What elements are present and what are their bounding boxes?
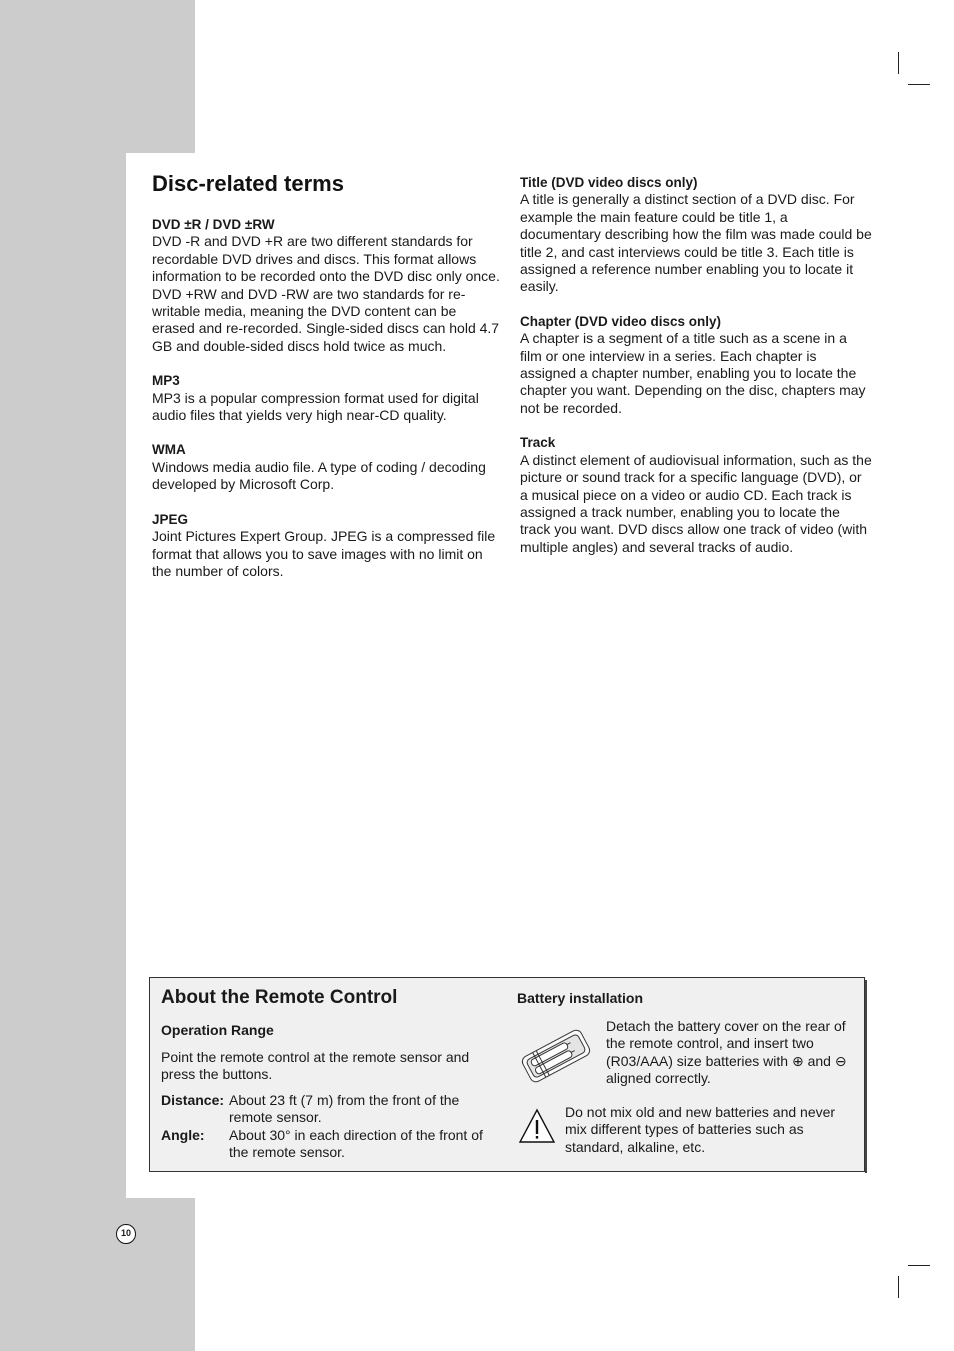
gray-margin-top — [0, 0, 195, 153]
term-wma — [152, 441, 500, 493]
battery-heading: Battery installation — [517, 990, 644, 1006]
term-jpeg — [152, 511, 500, 581]
term-track — [520, 434, 872, 556]
crop-mark-bottom-horizontal — [908, 1265, 930, 1266]
remote-control-box — [149, 977, 865, 1172]
box-shadow — [865, 980, 867, 1173]
crop-mark-top-horizontal — [908, 84, 930, 85]
term-body: A distinct element of audiovisual information, such as the picture or sound track for a specific language (DVD), or a musical piece on a video or audio CD. Each track is assigned a track number, enabling you to locate the track you want. DVD discs allow one track of video (with multiple angles) and several tracks of audio. — [520, 451, 872, 555]
term-heading: WMA — [152, 442, 186, 458]
gray-margin-left — [0, 153, 126, 1198]
battery-installation-section — [517, 990, 857, 1156]
battery-compartment-icon — [517, 1024, 595, 1088]
term-heading: Title (DVD video discs only) — [520, 175, 698, 190]
term-body: A chapter is a segment of a title such as a scene in a film or one interview in a series. Each chapter is assigned a chapter number, enabling you to locate the chapter you want. Depending on the disc, chapters may not be recorded. — [520, 330, 866, 416]
warning-triangle-icon — [517, 1106, 557, 1146]
operation-range-intro: Point the remote control at the remote sensor and press the buttons. — [161, 1048, 470, 1082]
angle-spec — [161, 1127, 501, 1162]
term-body: Windows media audio file. A type of coding / decoding developed by Microsoft Corp. — [152, 458, 486, 493]
angle-value: About 30° in each direction of the front of the remote sensor. — [229, 1126, 483, 1160]
operation-range-heading: Operation Range — [161, 1022, 274, 1038]
section-title: Disc-related terms — [152, 171, 344, 196]
term-heading: Track — [520, 435, 556, 451]
page-number-badge: 10 — [116, 1224, 136, 1244]
term-heading: MP3 — [152, 373, 180, 389]
term-body: Joint Pictures Expert Group. JPEG is a compressed file format that allows you to save images with no limit on the number of colors. — [152, 528, 496, 579]
term-heading: JPEG — [152, 511, 189, 527]
disc-terms-left-column — [152, 170, 500, 597]
term-heading: DVD ±R / DVD ±RW — [152, 217, 275, 232]
term-dvd-r-rw — [152, 216, 500, 355]
term-heading: Chapter (DVD video discs only) — [520, 313, 722, 329]
distance-label: Distance: — [161, 1091, 225, 1108]
gray-margin-bottom — [0, 1198, 195, 1351]
battery-warning: Do not mix old and new batteries and never mix different types of batteries such as standard, alkaline, etc. — [565, 1103, 836, 1155]
crop-mark-top-vertical — [898, 52, 899, 74]
disc-terms-right-column — [520, 174, 872, 573]
term-mp3 — [152, 372, 500, 424]
battery-instruction-row — [517, 1018, 857, 1088]
term-body: A title is generally a distinct section of a DVD disc. For example the main feature could be title 1, a documentary describing how the film was made could be title 2, and cast interviews could be title 3. Each title is assigned a reference number enabling you to locate it easily. — [520, 191, 872, 295]
term-chapter — [520, 313, 872, 417]
remote-control-title: About the Remote Control — [161, 987, 398, 1008]
operation-range-section — [161, 986, 501, 1162]
term-body: DVD -R and DVD +R are two different standards for recordable DVD drives and discs. This format allows information to be recorded onto the DVD disc only once. DVD +RW and DVD -RW are two standards for re-writable media, meaning the DVD content can be erased and re-recorded. Single-sided discs can hold 4.7 GB and double-sided discs hold twice as much. — [152, 233, 500, 354]
battery-warning-row — [517, 1104, 857, 1157]
distance-spec — [161, 1092, 501, 1127]
battery-instruction: Detach the battery cover on the rear of the remote control, and insert two (R03/AAA) size batteries with ⊕ and ⊖ aligned correctly. — [606, 1017, 847, 1086]
angle-label: Angle: — [161, 1126, 205, 1143]
distance-value: About 23 ft (7 m) from the front of the remote sensor. — [229, 1091, 460, 1125]
crop-mark-bottom-vertical — [898, 1276, 899, 1298]
term-title — [520, 174, 872, 296]
term-body: MP3 is a popular compression format used for digital audio files that yields very high near-CD quality. — [152, 389, 479, 424]
